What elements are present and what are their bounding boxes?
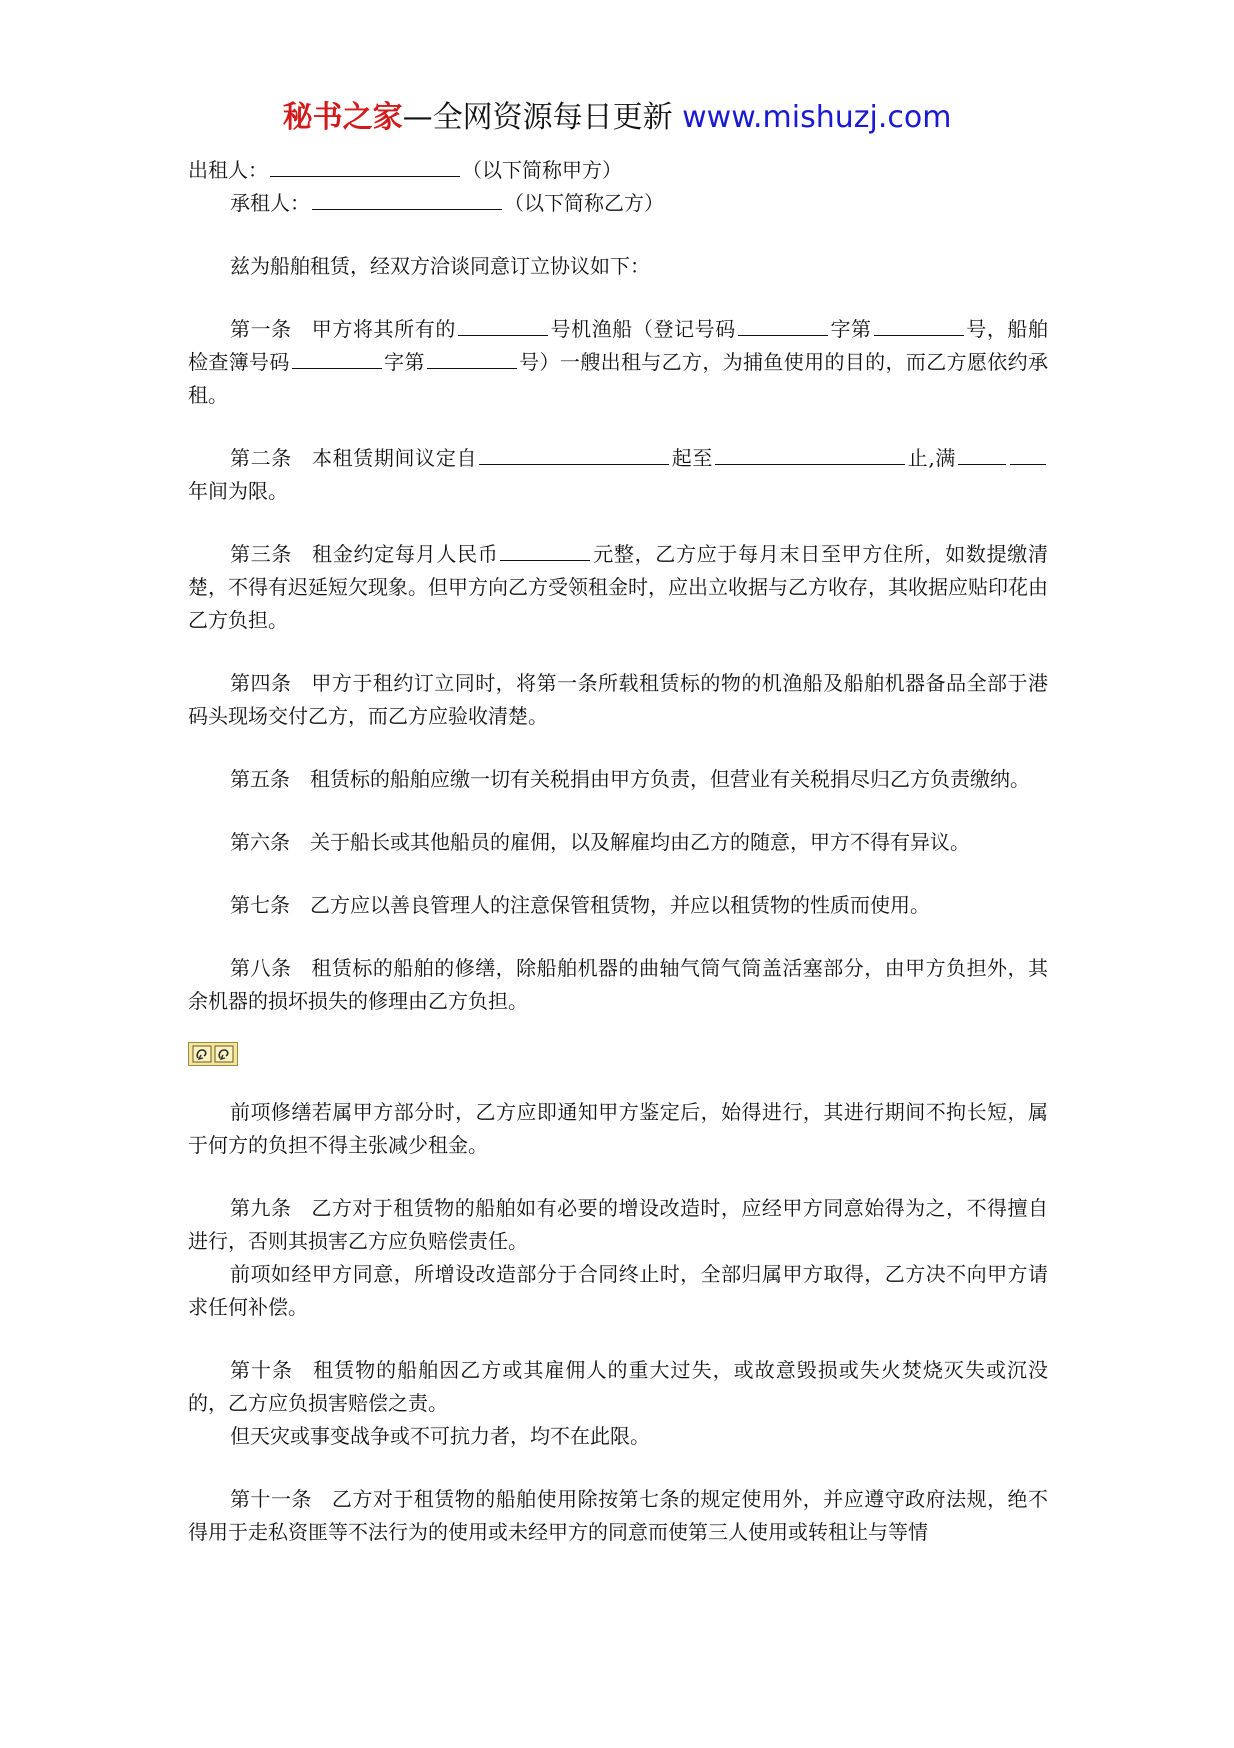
site-header [0,98,1234,138]
article-4-text: 甲方于租约订立同时，将第一条所载租赁标的物的机渔船及船舶机器备品全部于港码头现场交付乙方，而乙方应验收清楚。 [188,671,1049,728]
link-icon [192,1045,212,1063]
lessor-label: 出租人： [188,158,268,182]
article-2-text: 本租赁期间议定自 [311,446,478,470]
article-6 [188,826,1048,859]
article-8-followup: 前项修缮若属甲方部分时，乙方应即通知甲方鉴定后，始得进行，其进行期间不拘长短，属于何方的负担不得主张减少租金。 [188,1100,1048,1157]
years-blank-cont [1010,444,1046,465]
inspection-blank [292,348,382,369]
site-url-link[interactable]: www.mishuzj.com [682,100,952,135]
article-1-text: 号机渔船（登记号码 [549,317,736,341]
lessor-note: （以下简称甲方） [462,158,622,182]
embedded-object-icons[interactable] [188,1042,238,1066]
article-7-title: 第七条 [230,893,290,917]
article-2-text: 年间为限。 [188,479,288,503]
registration-blank [738,315,828,336]
article-9 [188,1192,1048,1258]
article-1-text: 号，船舶检查簿号码 [188,317,1049,374]
lessee-blank [312,189,502,210]
article-8 [188,952,1048,1018]
lessee-line [188,187,1048,220]
lessee-label: 承租人： [230,191,310,215]
article-6-text: 关于船长或其他船员的雇佣，以及解雇均由乙方的随意，甲方不得有异议。 [310,830,970,854]
article-7 [188,889,1048,922]
years-blank [958,444,1006,465]
article-1-text: 号）一艘出租与乙方，为捕鱼使用的目的，而乙方愿依约承租。 [188,350,1049,407]
article-3-title: 第三条 [230,542,293,566]
article-5-title: 第五条 [230,767,290,791]
article-1-title: 第一条 [230,317,292,341]
article-2 [188,442,1048,508]
article-9-title: 第九条 [230,1196,292,1220]
article-9-followup: 前项如经甲方同意，所增设改造部分于合同终止时，全部归属甲方取得，乙方决不向甲方请求任何补偿。 [188,1262,1048,1319]
article-2-title: 第二条 [230,446,292,470]
lessor-blank [270,156,460,177]
article-11-title: 第十一条 [230,1487,312,1511]
inspection-no-blank [427,348,517,369]
article-1 [188,313,1048,412]
rent-amount-blank [500,540,590,561]
article-4 [188,667,1048,733]
article-6-title: 第六条 [230,830,290,854]
article-5-text: 租赁标的船舶应缴一切有关税捐由甲方负责，但营业有关税捐尽归乙方负责缴纳。 [310,767,1030,791]
article-11-text: 乙方对于租赁物的船舶使用除按第七条的规定使用外，并应遵守政府法规，绝不得用于走私资匪等不法行为的使用或未经甲方的同意而使第三人使用或转租让与等情 [188,1487,1049,1544]
lessor-line [188,154,1048,187]
intro-paragraph: 兹为船舶租赁，经双方洽谈同意订立协议如下： [230,254,650,278]
article-5 [188,763,1048,796]
article-1-text: 甲方将其所有的 [311,317,456,341]
article-2-text: 止,满 [907,446,957,470]
article-4-title: 第四条 [230,671,292,695]
article-11 [188,1483,1048,1549]
lessee-note: （以下简称乙方） [504,191,664,215]
article-1-text: 字第 [829,317,872,341]
article-2-text: 起至 [671,446,714,470]
link-icon [214,1045,234,1063]
contract-body [188,154,1048,1549]
article-8-title: 第八条 [230,956,292,980]
start-date-blank [479,444,669,465]
article-3 [188,538,1048,637]
article-7-text: 乙方应以善良管理人的注意保管租赁物，并应以租赁物的性质而使用。 [310,893,930,917]
article-3-text: 元整，乙方应于每月末日至甲方住所，如数提缴清楚，不得有迟延短欠现象。但甲方向乙方受领租金时，应出立收据与乙方收存，其收据应贴印花由乙方负担。 [188,542,1049,632]
article-10-title: 第十条 [230,1358,294,1382]
article-8-text: 租赁标的船舶的修缮，除船舶机器的曲轴气筒气筒盖活塞部分，由甲方负担外，其余机器的损坏损失的修理由乙方负担。 [188,956,1049,1013]
site-slogan: —全网资源每日更新 [402,100,673,135]
registration-no-blank [874,315,964,336]
article-9-text: 乙方对于租赁物的船舶如有必要的增设改造时，应经甲方同意始得为之，不得擅自进行，否则其损害乙方应负赔偿责任。 [188,1196,1049,1253]
site-brand: 秘书之家 [282,100,403,135]
article-10-text: 租赁物的船舶因乙方或其雇佣人的重大过失，或故意毁损或失火焚烧灭失或沉没的，乙方应负损害赔偿之责。 [188,1358,1049,1415]
article-3-text: 租金约定每月人民币 [312,542,499,566]
article-10-followup: 但天灾或事变战争或不可抗力者，均不在此限。 [230,1424,650,1448]
article-1-text: 字第 [383,350,425,374]
boat-number-blank [458,315,548,336]
end-date-blank [715,444,905,465]
article-10 [188,1354,1048,1420]
